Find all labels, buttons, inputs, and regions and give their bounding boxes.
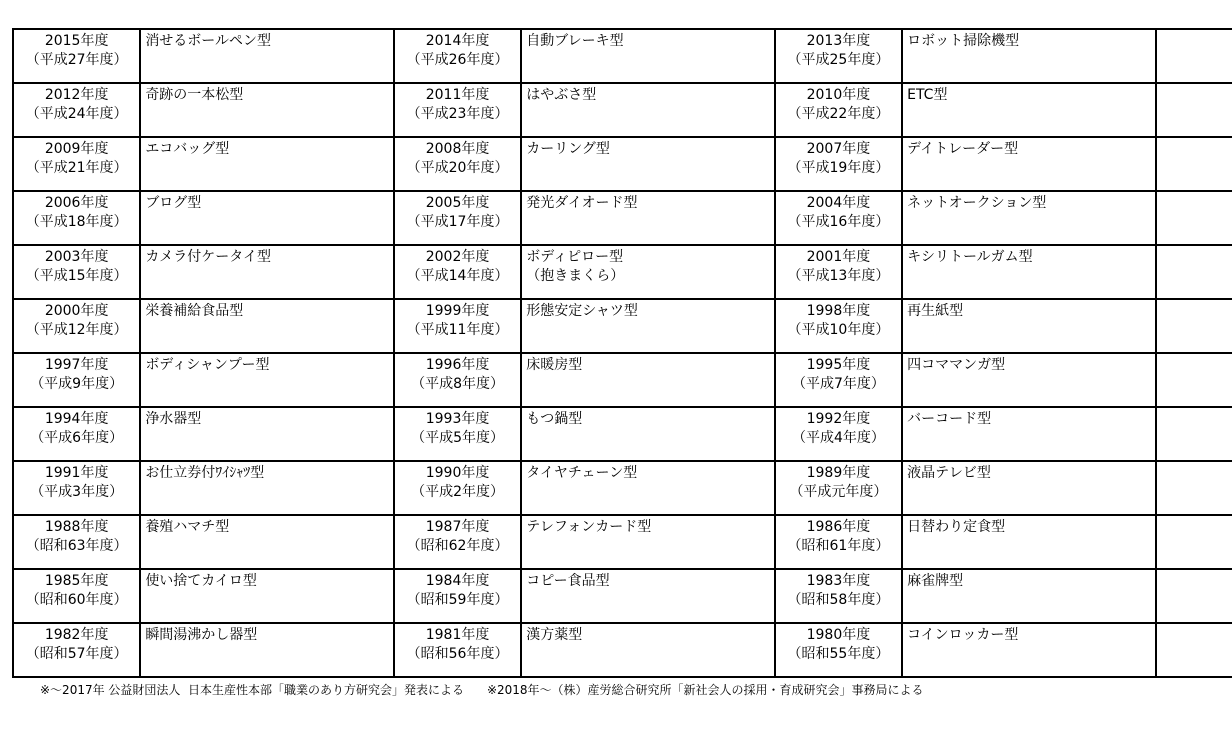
- fiscal-year: 1981年度: [425, 627, 490, 643]
- type-name: 消せるボールペン型: [145, 33, 272, 49]
- type-name: 浄水器型: [145, 411, 202, 427]
- fiscal-year: 1998年度: [806, 303, 871, 319]
- year-cell: [13, 245, 140, 299]
- type-name: 自動ブレーキ型: [526, 33, 624, 49]
- year-cell: [775, 191, 902, 245]
- fiscal-year: 2008年度: [425, 141, 490, 157]
- type-name-cell: [902, 461, 1156, 515]
- era-year: （平成24年度）: [25, 106, 128, 122]
- type-name: カーリング型: [526, 141, 610, 157]
- type-name: 形態安定シャツ型: [526, 303, 638, 319]
- type-name: 養殖ハマチ型: [145, 519, 230, 535]
- fiscal-year: 1987年度: [425, 519, 490, 535]
- type-name: 発光ダイオード型: [526, 195, 638, 211]
- type-name-cell: [521, 191, 775, 245]
- empty-cell: [1156, 299, 1232, 353]
- type-name-cell: [902, 191, 1156, 245]
- year-cell: [394, 299, 521, 353]
- type-name-cell: [140, 299, 394, 353]
- era-year: （昭和63年度）: [25, 538, 128, 554]
- source-footnote: [40, 683, 924, 697]
- fiscal-year: 1988年度: [44, 519, 109, 535]
- table-row: [13, 623, 1232, 677]
- empty-cell: [1156, 245, 1232, 299]
- type-name: タイヤチェーン型: [526, 465, 638, 481]
- table-row: [13, 569, 1232, 623]
- year-cell: [394, 515, 521, 569]
- era-year: （平成25年度）: [787, 52, 890, 68]
- year-cell: [775, 623, 902, 677]
- fiscal-year: 2004年度: [806, 195, 871, 211]
- fiscal-year: 2014年度: [425, 33, 490, 49]
- era-year: （平成14年度）: [406, 268, 509, 284]
- fiscal-year: 1997年度: [44, 357, 109, 373]
- fiscal-year: 2007年度: [806, 141, 871, 157]
- table-row: [13, 299, 1232, 353]
- era-year: （昭和60年度）: [25, 592, 128, 608]
- fiscal-year: 1990年度: [425, 465, 490, 481]
- year-cell: [13, 191, 140, 245]
- era-year: （平成2年度）: [411, 484, 504, 500]
- empty-cell: [1156, 515, 1232, 569]
- era-year: （平成7年度）: [791, 376, 885, 392]
- table-row: [13, 407, 1232, 461]
- year-cell: [775, 245, 902, 299]
- era-year: （平成9年度）: [30, 376, 124, 392]
- era-year: （平成6年度）: [30, 430, 124, 446]
- fiscal-year: 1982年度: [44, 627, 109, 643]
- era-year: （平成16年度）: [787, 214, 890, 230]
- type-name-cell: [521, 137, 775, 191]
- type-name-cell: [140, 353, 394, 407]
- fiscal-year: 2010年度: [806, 87, 871, 103]
- year-cell: [13, 623, 140, 677]
- type-name: ボディピロー型: [526, 249, 624, 265]
- footnote-gap: [464, 683, 487, 697]
- fiscal-year: 1994年度: [44, 411, 109, 427]
- type-name: 麻雀牌型: [907, 573, 964, 589]
- type-name: ETC型: [907, 87, 948, 103]
- year-cell: [13, 569, 140, 623]
- type-name: テレフォンカード型: [526, 519, 652, 535]
- type-name: 床暖房型: [526, 357, 583, 373]
- fiscal-year: 1996年度: [425, 357, 490, 373]
- fiscal-year: 2015年度: [44, 33, 109, 49]
- era-year: （平成4年度）: [791, 430, 885, 446]
- era-year: （昭和57年度）: [25, 646, 128, 662]
- year-cell: [775, 29, 902, 83]
- fiscal-year: 2000年度: [44, 303, 109, 319]
- type-name: ボディシャンプー型: [145, 357, 270, 373]
- fiscal-year: 1992年度: [806, 411, 871, 427]
- era-year: （平成15年度）: [25, 268, 128, 284]
- year-cell: [394, 623, 521, 677]
- type-name: はやぶさ型: [526, 87, 597, 103]
- type-name-cell: [140, 407, 394, 461]
- era-year: （昭和62年度）: [406, 538, 509, 554]
- type-name-cell: [521, 353, 775, 407]
- new-employee-type-table: [12, 28, 1232, 678]
- type-name-note: （抱きまくら）: [526, 268, 625, 284]
- type-name-cell: [521, 569, 775, 623]
- fiscal-year: 1983年度: [806, 573, 871, 589]
- type-name: 漢方薬型: [526, 627, 583, 643]
- year-cell: [13, 29, 140, 83]
- empty-cell: [1156, 461, 1232, 515]
- type-name-cell: [140, 461, 394, 515]
- type-name: 栄養補給食品型: [145, 303, 244, 319]
- era-year: （平成5年度）: [411, 430, 504, 446]
- year-cell: [775, 83, 902, 137]
- year-cell: [13, 461, 140, 515]
- fiscal-year: 1995年度: [806, 357, 871, 373]
- type-name-cell: [902, 137, 1156, 191]
- type-name-cell: [140, 191, 394, 245]
- era-year: （平成22年度）: [787, 106, 890, 122]
- type-name: ロボット掃除機型: [907, 33, 1020, 49]
- type-name-cell: [140, 83, 394, 137]
- year-cell: [775, 299, 902, 353]
- fiscal-year: 1985年度: [44, 573, 109, 589]
- era-year: （平成23年度）: [406, 106, 509, 122]
- year-cell: [775, 461, 902, 515]
- year-cell: [13, 353, 140, 407]
- type-name: 再生紙型: [907, 303, 964, 319]
- type-name: キシリトールガム型: [907, 249, 1033, 265]
- fiscal-year: 1993年度: [425, 411, 490, 427]
- era-year: （平成13年度）: [787, 268, 890, 284]
- type-name-cell: [140, 29, 394, 83]
- fiscal-year: 2012年度: [44, 87, 109, 103]
- type-name-cell: [902, 353, 1156, 407]
- era-year: （平成8年度）: [411, 376, 504, 392]
- fiscal-year: 2009年度: [44, 141, 109, 157]
- empty-cell: [1156, 83, 1232, 137]
- fiscal-year: 1991年度: [44, 465, 109, 481]
- year-cell: [13, 515, 140, 569]
- year-cell: [394, 461, 521, 515]
- era-year: （平成元年度）: [789, 484, 888, 500]
- era-year: （平成19年度）: [787, 160, 890, 176]
- type-name-cell: [521, 461, 775, 515]
- type-name-cell: [902, 623, 1156, 677]
- type-name-cell: [140, 515, 394, 569]
- type-name-cell: [902, 569, 1156, 623]
- type-name: 瞬間湯沸かし器型: [145, 627, 258, 643]
- type-name-cell: [902, 245, 1156, 299]
- era-year: （平成18年度）: [25, 214, 128, 230]
- era-year: （平成3年度）: [30, 484, 124, 500]
- year-cell: [775, 569, 902, 623]
- year-cell: [13, 299, 140, 353]
- type-name: コインロッカー型: [907, 627, 1019, 643]
- table-row: [13, 83, 1232, 137]
- year-cell: [394, 137, 521, 191]
- empty-cell: [1156, 137, 1232, 191]
- era-year: （平成17年度）: [406, 214, 509, 230]
- type-name-cell: [521, 515, 775, 569]
- era-year: （昭和61年度）: [787, 538, 890, 554]
- empty-cell: [1156, 191, 1232, 245]
- year-cell: [775, 515, 902, 569]
- type-name: 使い捨てカイロ型: [145, 573, 257, 589]
- type-name: もつ鍋型: [526, 411, 583, 427]
- fiscal-year: 1986年度: [806, 519, 871, 535]
- type-name: ネットオークション型: [907, 195, 1047, 211]
- year-cell: [394, 245, 521, 299]
- fiscal-year: 2003年度: [44, 249, 109, 265]
- type-name: お仕立券付ﾜｲｼｬﾂ型: [145, 465, 265, 481]
- type-name-cell: [521, 407, 775, 461]
- table-row: [13, 137, 1232, 191]
- type-name: コピー食品型: [526, 573, 610, 589]
- type-name-cell: [140, 245, 394, 299]
- fiscal-year: 2013年度: [806, 33, 871, 49]
- fiscal-year: 2002年度: [425, 249, 490, 265]
- footnote-left: ※～2017年 公益財団法人 日本生産性本部「職業のあり方研究会」発表による: [40, 683, 465, 697]
- era-year: （昭和59年度）: [406, 592, 509, 608]
- year-cell: [394, 407, 521, 461]
- era-year: （昭和55年度）: [787, 646, 890, 662]
- table-row: [13, 191, 1232, 245]
- empty-cell: [1156, 353, 1232, 407]
- era-year: （昭和58年度）: [787, 592, 890, 608]
- fiscal-year: 1989年度: [806, 465, 871, 481]
- era-year: （平成20年度）: [406, 160, 509, 176]
- type-name-cell: [140, 137, 394, 191]
- type-name-cell: [521, 299, 775, 353]
- year-cell: [394, 353, 521, 407]
- table-row: [13, 29, 1232, 83]
- year-cell: [394, 191, 521, 245]
- type-name-cell: [140, 623, 394, 677]
- empty-cell: [1156, 407, 1232, 461]
- type-name-cell: [902, 407, 1156, 461]
- type-name: カメラ付ケータイ型: [145, 249, 272, 265]
- type-name-cell: [521, 623, 775, 677]
- type-name-cell: [902, 299, 1156, 353]
- year-cell: [394, 29, 521, 83]
- year-cell: [13, 83, 140, 137]
- type-name: 奇跡の一本松型: [145, 87, 244, 103]
- type-name-cell: [140, 569, 394, 623]
- year-cell: [775, 137, 902, 191]
- table-row: [13, 353, 1232, 407]
- era-year: （平成10年度）: [787, 322, 890, 338]
- table-row: [13, 461, 1232, 515]
- type-name: 液晶テレビ型: [907, 465, 991, 481]
- year-cell: [13, 137, 140, 191]
- era-year: （平成21年度）: [25, 160, 128, 176]
- year-cell: [775, 407, 902, 461]
- empty-cell: [1156, 569, 1232, 623]
- year-cell: [394, 569, 521, 623]
- type-name: 日替わり定食型: [907, 519, 1006, 535]
- empty-cell: [1156, 29, 1232, 83]
- table-row: [13, 245, 1232, 299]
- empty-cell: [1156, 623, 1232, 677]
- type-name: デイトレーダー型: [907, 141, 1019, 157]
- era-year: （平成11年度）: [406, 322, 509, 338]
- era-year: （平成26年度）: [406, 52, 509, 68]
- fiscal-year: 1999年度: [425, 303, 490, 319]
- type-name: 四コママンガ型: [907, 357, 1006, 373]
- year-cell: [775, 353, 902, 407]
- type-name-cell: [902, 29, 1156, 83]
- fiscal-year: 1984年度: [425, 573, 490, 589]
- era-year: （平成12年度）: [25, 322, 128, 338]
- era-year: （平成27年度）: [25, 52, 128, 68]
- table-row: [13, 515, 1232, 569]
- footnote-right: ※2018年～（株）産労総合研究所「新社会人の採用・育成研究会」事務局による: [486, 683, 924, 697]
- year-cell: [13, 407, 140, 461]
- type-name: ブログ型: [145, 195, 202, 211]
- type-name-cell: [902, 515, 1156, 569]
- fiscal-year: 2006年度: [44, 195, 109, 211]
- year-cell: [394, 83, 521, 137]
- fiscal-year: 2001年度: [806, 249, 871, 265]
- fiscal-year: 2011年度: [425, 87, 490, 103]
- type-name-cell: [521, 245, 775, 299]
- era-year: （昭和56年度）: [406, 646, 509, 662]
- type-name-cell: [521, 29, 775, 83]
- type-name-cell: [521, 83, 775, 137]
- type-name-cell: [902, 83, 1156, 137]
- type-name: バーコード型: [907, 411, 992, 427]
- type-name: エコバッグ型: [145, 141, 230, 157]
- fiscal-year: 1980年度: [806, 627, 871, 643]
- fiscal-year: 2005年度: [425, 195, 490, 211]
